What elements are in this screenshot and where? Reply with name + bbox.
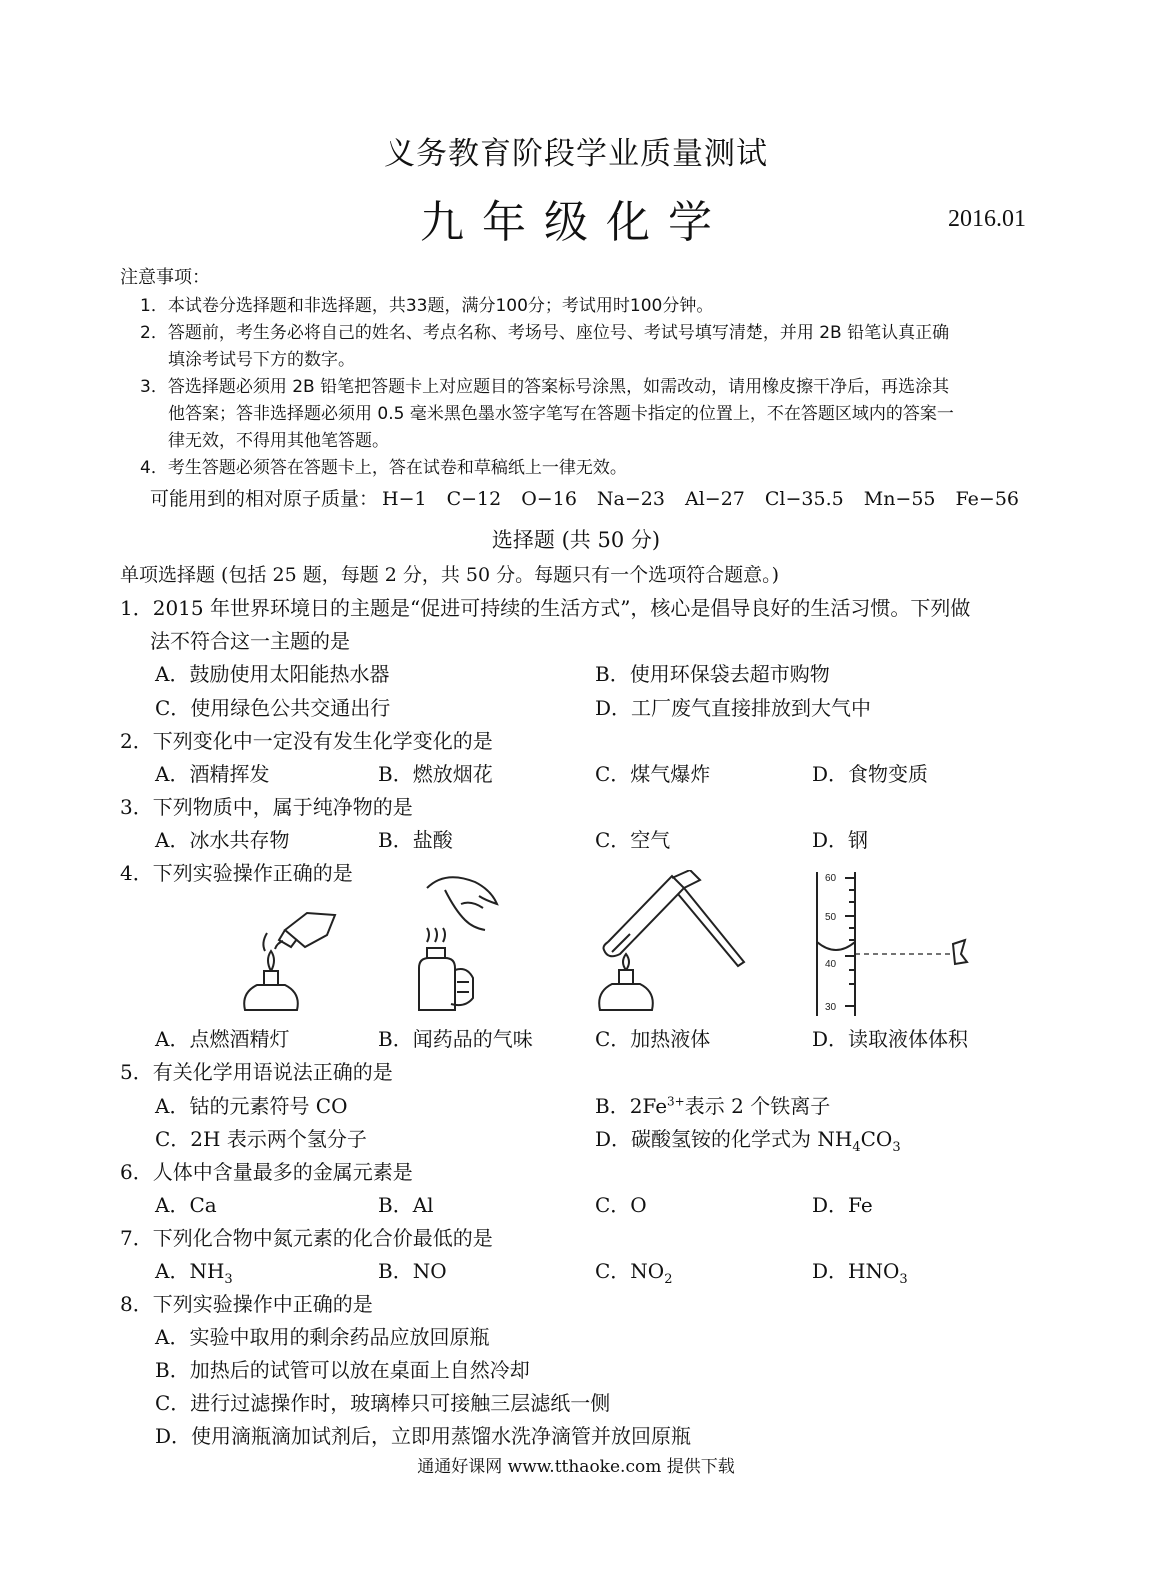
q7-option-b: B．NO — [378, 1259, 447, 1283]
q5-d-text2: CO — [860, 1127, 893, 1151]
figure-smell-chemical — [405, 870, 515, 1020]
q5-option-b — [595, 1090, 830, 1119]
q3-option-a: A．冰水共存物 — [155, 828, 290, 852]
q7-option-c — [595, 1255, 672, 1287]
q2-option-d: D．食物变质 — [812, 762, 929, 786]
q2-option-a: A．酒精挥发 — [155, 762, 270, 786]
notice-item: 1．本试卷分选择题和非选择题，共33题，满分100分；考试用时100分钟。 — [140, 296, 714, 316]
q3-option-d: D．钢 — [812, 828, 869, 852]
question-1-stem-cont: 法不符合这一主题的是 — [150, 629, 350, 653]
atomic-mass-o: O−16 — [521, 488, 577, 510]
q7-a-text: A．NH — [155, 1259, 225, 1283]
q5-b-sup: 3+ — [667, 1094, 685, 1109]
atomic-mass-na: Na−23 — [596, 488, 665, 510]
q8-option-b: B．加热后的试管可以放在桌面上自然冷却 — [155, 1358, 530, 1382]
atomic-mass-al: Al−27 — [684, 488, 745, 510]
section-title: 选择题 (共 50 分) — [491, 528, 661, 552]
q2-option-c: C．煤气爆炸 — [595, 762, 711, 786]
question-5-stem: 5．有关化学用语说法正确的是 — [120, 1060, 393, 1084]
notice-item: 4．考生答题必须答在答题卡上，答在试卷和草稿纸上一律无效。 — [140, 458, 627, 478]
question-4-stem: 4．下列实验操作正确的是 — [120, 861, 353, 885]
notice-item: 2．答题前，考生务必将自己的姓名、考点名称、考场号、座位号、考试号填写清楚，并用 2B 铅笔认真正确 — [140, 323, 950, 343]
exam-series-title: 义务教育阶段学业质量测试 — [384, 136, 768, 172]
atomic-mass-h: H−1 — [382, 488, 427, 510]
q1-option-c: C．使用绿色公共交通出行 — [155, 696, 391, 720]
q1-option-d: D．工厂废气直接排放到大气中 — [595, 696, 872, 720]
q5-option-d — [595, 1123, 901, 1155]
q5-b-text2: 表示 2 个铁离子 — [684, 1094, 831, 1118]
figure-light-alcohol-lamp — [235, 905, 365, 1020]
q7-c-text: C．NO — [595, 1259, 665, 1283]
question-6-stem: 6．人体中含量最多的金属元素是 — [120, 1160, 413, 1184]
question-1-stem: 1．2015 年世界环境日的主题是“促进可持续的生活方式”，核心是倡导良好的生活习惯。下列做 — [120, 596, 971, 620]
notice-heading: 注意事项： — [120, 267, 210, 288]
exam-subject-title: 九年级化学 — [420, 197, 730, 248]
atomic-mass-fe: Fe−56 — [955, 488, 1020, 510]
q4-option-d: D．读取液体体积 — [812, 1027, 969, 1051]
notice-item: 3．答选择题必须用 2B 铅笔把答题卡上对应题目的答案标号涂黑，如需改动，请用橡皮擦干净后，再选涂其 — [140, 377, 950, 397]
q5-d-text: D．碳酸氢铵的化学式为 NH — [595, 1127, 853, 1151]
q4-option-a: A．点燃酒精灯 — [155, 1027, 290, 1051]
q6-option-d: D．Fe — [812, 1193, 873, 1217]
q4-option-c: C．加热液体 — [595, 1027, 711, 1051]
q6-option-a: A．Ca — [155, 1193, 217, 1217]
atomic-mass-c: C−12 — [446, 488, 502, 510]
page-footer: 通通好课网 www.tthaoke.com 提供下载 — [417, 1457, 735, 1477]
q5-option-c: C．2H 表示两个氢分子 — [155, 1127, 367, 1151]
notice-item: 填涂考试号下方的数字。 — [168, 350, 355, 370]
question-8-stem: 8．下列实验操作中正确的是 — [120, 1292, 373, 1316]
q6-option-c: C．O — [595, 1193, 647, 1217]
q6-option-b: B．Al — [378, 1193, 434, 1217]
q8-option-d: D．使用滴瓶滴加试剂后，立即用蒸馏水洗净滴管并放回原瓶 — [155, 1424, 692, 1448]
figure-read-cylinder — [805, 868, 985, 1020]
question-2-stem: 2．下列变化中一定没有发生化学变化的是 — [120, 729, 493, 753]
q1-option-a: A．鼓励使用太阳能热水器 — [155, 662, 390, 686]
q5-option-a: A．钴的元素符号 CO — [155, 1094, 348, 1118]
question-3-stem: 3．下列物质中，属于纯净物的是 — [120, 795, 413, 819]
atomic-mass-cl: Cl−35.5 — [764, 488, 844, 510]
q5-d-sub2: 3 — [892, 1140, 901, 1155]
section-subtitle: 单项选择题 (包括 25 题，每题 2 分，共 50 分。每题只有一个选项符合题意。) — [120, 564, 780, 586]
q7-option-d — [812, 1255, 908, 1287]
q7-a-sub: 3 — [224, 1272, 233, 1287]
q3-option-c: C．空气 — [595, 828, 671, 852]
cylinder-tick-label: 40 — [825, 959, 837, 970]
q7-d-text: D．HNO — [812, 1259, 900, 1283]
q5-b-text: B．2Fe — [595, 1094, 668, 1118]
q4-option-b: B．闻药品的气味 — [378, 1027, 533, 1051]
cylinder-tick-label: 30 — [825, 1002, 837, 1013]
figure-heat-liquid — [590, 870, 750, 1020]
notice-item: 他答案；答非选择题必须用 0.5 毫米黑色墨水签字笔写在答题卡指定的位置上，不在答题区域内的答案一 — [168, 404, 954, 424]
q7-c-sub: 2 — [664, 1272, 673, 1287]
notice-item: 律无效，不得用其他笔答题。 — [168, 431, 389, 451]
q8-option-a: A．实验中取用的剩余药品应放回原瓶 — [155, 1325, 490, 1349]
q5-d-sub: 4 — [852, 1140, 861, 1155]
cylinder-tick-label: 60 — [825, 873, 837, 884]
q7-d-sub: 3 — [899, 1272, 908, 1287]
q3-option-b: B．盐酸 — [378, 828, 453, 852]
atomic-mass-mn: Mn−55 — [863, 488, 936, 510]
cylinder-tick-label: 50 — [825, 912, 837, 923]
question-7-stem: 7．下列化合物中氮元素的化合价最低的是 — [120, 1226, 493, 1250]
q7-option-a — [155, 1255, 233, 1287]
exam-date: 2016.01 — [948, 206, 1026, 232]
q1-option-b: B．使用环保袋去超市购物 — [595, 662, 830, 686]
q2-option-b: B．燃放烟花 — [378, 762, 493, 786]
atomic-mass-line — [150, 484, 1039, 511]
q8-option-c: C．进行过滤操作时，玻璃棒只可接触三层滤纸一侧 — [155, 1391, 611, 1415]
atomic-mass-label: 可能用到的相对原子质量： — [150, 488, 379, 510]
